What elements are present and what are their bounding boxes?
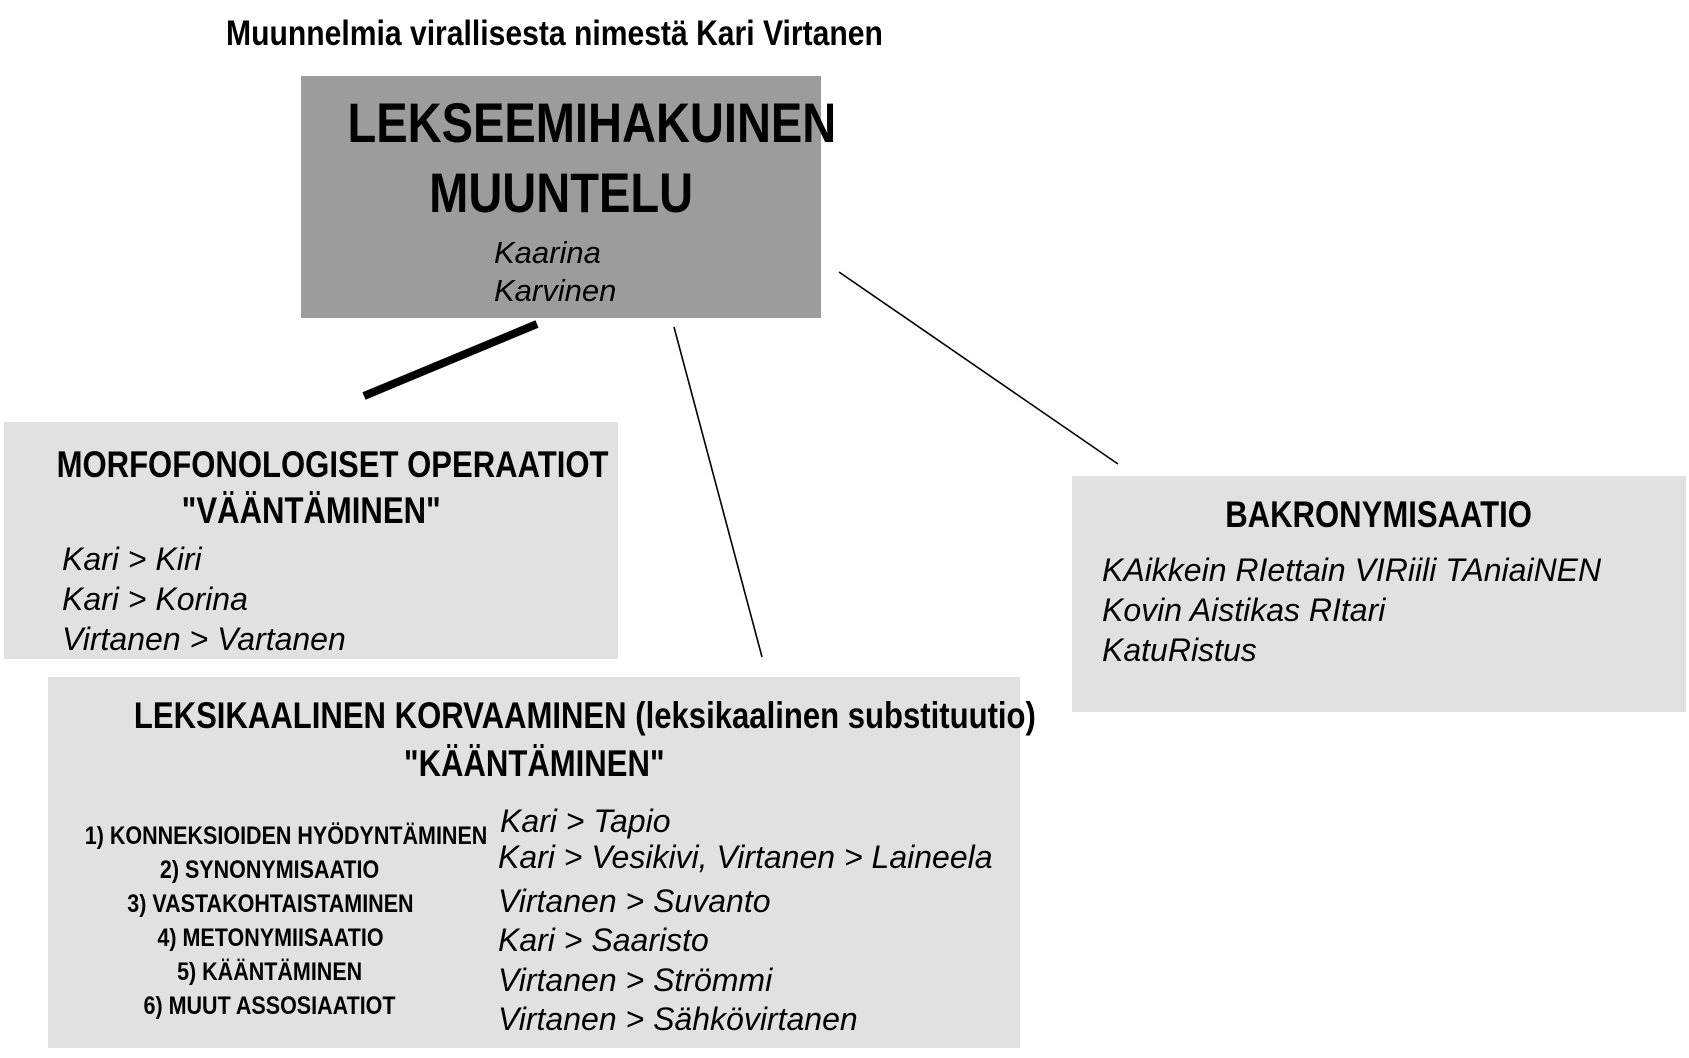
lexical-heading-line1: LEKSIKAALINEN KORVAAMINEN (leksikaalinen substituutio) (133, 695, 1036, 736)
connector-to-lexical (674, 327, 762, 657)
morpho-example: Kari > Kiri (62, 541, 202, 577)
morpho-example: Virtanen > Vartanen (62, 621, 346, 657)
method-item: 4) METONYMIISAATIO (156, 924, 384, 952)
center-example: Kaarina (494, 235, 601, 270)
method-item: 2) SYNONYMISAATIO (160, 856, 380, 884)
lexical-example: Kari > Vesikivi, Virtanen > Laineela (498, 839, 993, 875)
method-item: 3) VASTAKOHTAISTAMINEN (126, 890, 414, 918)
morpho-heading-line1: MORFOFONOLOGISET OPERAATIOT (56, 444, 609, 485)
center-heading-line1: LEKSEEMIHAKUINEN (347, 91, 837, 154)
morphophonological-box (4, 422, 618, 659)
center-example: Karvinen (494, 273, 617, 308)
lexical-substitution-box (48, 677, 1036, 1048)
backronym-box (1072, 476, 1686, 712)
lexical-example: Virtanen > Sähkövirtanen (498, 1001, 858, 1037)
method-item: 6) MUUT ASSOSIAATIOT (143, 992, 397, 1020)
backronym-example: KatuRistus (1102, 632, 1257, 668)
center-heading-line2: MUUNTELU (429, 161, 693, 224)
backronym-example: Kovin Aistikas RItari (1102, 592, 1386, 628)
connector-to-backronym (839, 272, 1118, 464)
morpho-example: Kari > Korina (62, 581, 248, 617)
lexical-example: Virtanen > Suvanto (498, 883, 771, 919)
morpho-heading-line2: "VÄÄNTÄMINEN" (181, 490, 441, 531)
backronym-heading: BAKRONYMISAATIO (1225, 494, 1533, 535)
lexical-example: Virtanen > Strömmi (498, 962, 773, 998)
diagram-title: Muunnelmia virallisesta nimestä Kari Virtanen (226, 14, 883, 53)
backronym-example: KAikkein RIettain VIRiili TAniaiNEN (1102, 552, 1602, 588)
method-item: 5) KÄÄNTÄMINEN (177, 958, 363, 986)
lexical-example: Kari > Tapio (500, 803, 671, 839)
lexical-heading-line2: "KÄÄNTÄMINEN" (403, 743, 665, 784)
lexical-example: Kari > Saaristo (498, 922, 709, 958)
connector-to-morpho (364, 324, 537, 396)
method-item: 1) KONNEKSIOIDEN HYÖDYNTÄMINEN (84, 822, 488, 850)
lexeme-variation-box (301, 76, 837, 318)
